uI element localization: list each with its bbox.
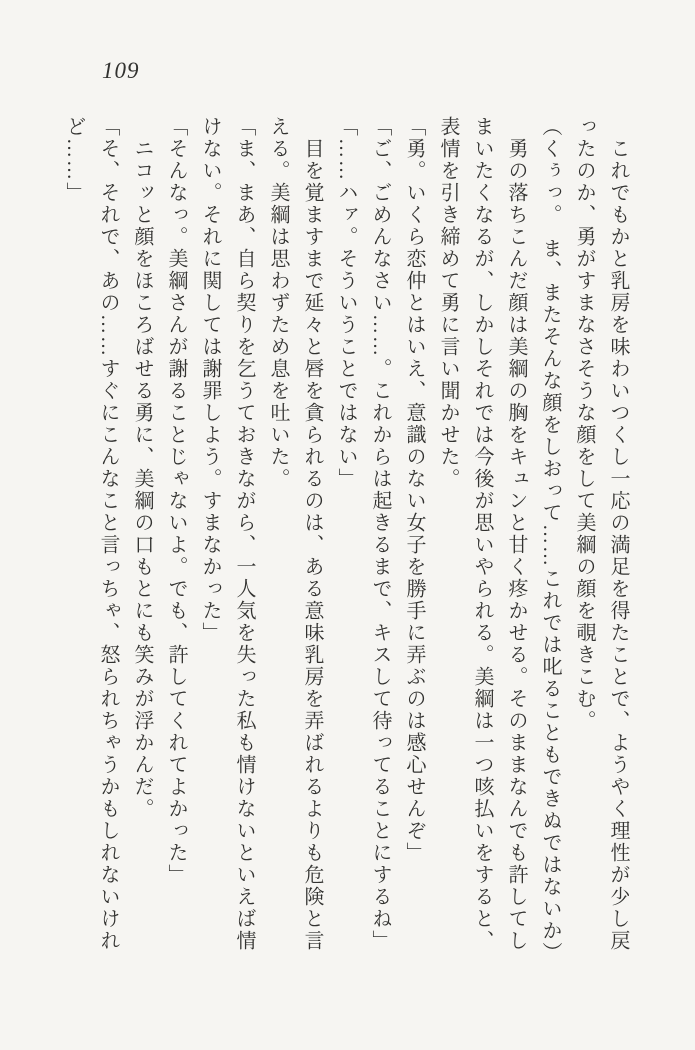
page-number: 109 (102, 58, 140, 83)
text-line: 勇の落ちこんだ顔は美綱の胸をキュンと甘く疼かせる。そのままなんでも許してし (505, 116, 527, 952)
text-line: 目を覚ますまで延々と唇を貪られるのは、ある意味乳房を弄ばれるよりも危険と言 (301, 116, 323, 952)
text-line: けない。それに関しては謝罪しよう。すまなかった」 (199, 116, 221, 644)
text-line: 「ま、まあ、自ら契りを乞うておきながら、一人気を失った私も情けないといえば情 (233, 116, 255, 952)
text-line: ど……」 (63, 116, 85, 204)
text-line: 「……ハァ。そういうことではない」 (335, 116, 357, 490)
text-line: ったのか、勇がすまなさそうな顔をして美綱の顔を覗きこむ。 (573, 116, 595, 732)
text-line: 「そんなっ。美綱さんが謝ることじゃないよ。でも、許してくれてよかった」 (165, 116, 187, 886)
text-line: 「そ、それで、あの……すぐにこんなこと言っちゃ、怒られちゃうかもしれないけれ (97, 116, 119, 952)
text-line: 「勇。いくら恋仲とはいえ、意識のない女子を勝手に弄ぶのは感心せんぞ」 (403, 116, 425, 864)
text-line: まいたくなるが、しかしそれでは今後が思いやられる。美綱は一つ咳払いをすると、 (471, 116, 493, 952)
text-line: （くぅっ。 ま、またそんな顔をしおって……これでは叱ることもできぬではないか） (539, 116, 561, 964)
text-line: 表情を引き締めて勇に言い聞かせた。 (437, 116, 459, 490)
text-line: える。美綱は思わずため息を吐いた。 (267, 116, 289, 490)
text-line: これでもかと乳房を味わいつくし一応の満足を得たことで、ようやく理性が少し戻 (607, 116, 629, 952)
text-line: 「ご、ごめんなさい……。これからは起きるまで、キスして待ってることにするね」 (369, 116, 391, 952)
body-text (57, 116, 635, 976)
text-line: ニコッと顔をほころばせる勇に、美綱の口もとにも笑みが浮かんだ。 (131, 116, 153, 820)
